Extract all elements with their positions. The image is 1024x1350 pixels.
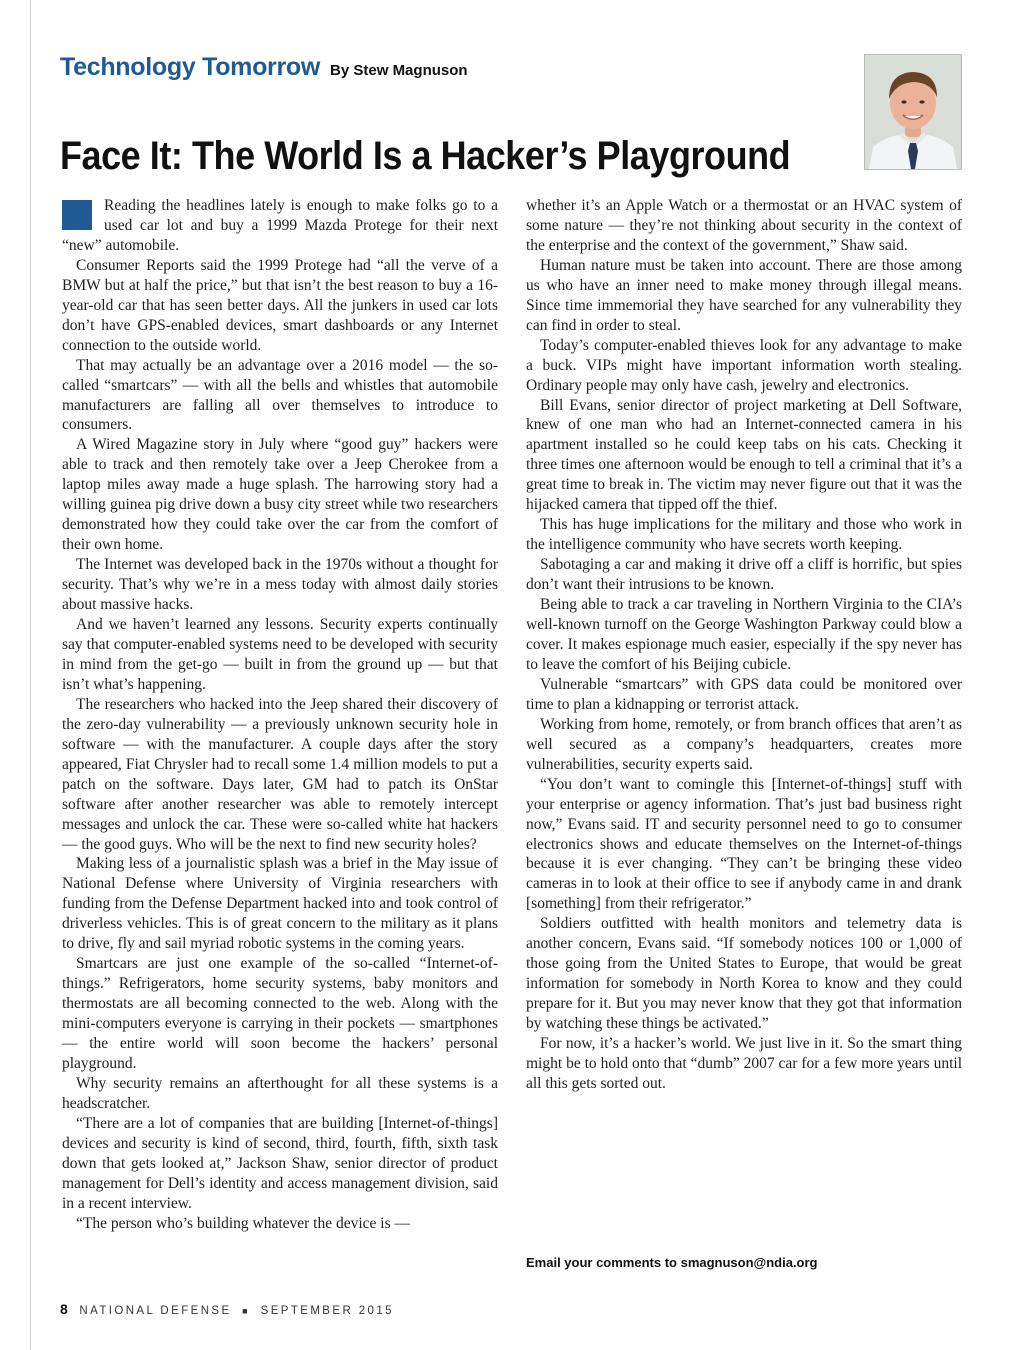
headline: Face It: The World Is a Hacker’s Playground [60,134,791,178]
issue-date: SEPTEMBER 2015 [260,1305,394,1317]
author-photo [864,54,962,170]
email-comments-note: Email your comments to smagnuson@ndia.org [526,1255,818,1270]
drop-cap-box [62,200,92,230]
page-margin-rule [30,0,31,1350]
left-column [62,196,498,1234]
article-paragraph: The researchers who hacked into the Jeep shared their discovery of the zero-day vulnerability — a previously unknown security hole in software — with the manufacturer. A couple days after the story appeared, Fiat Chrysler had to recall some 1.4 million models to put a patch on the software. Days later, GM had to patch its OnStar software after another researcher was able to remotely intercept messages and unlock the car. These were so-called white hat hackers — the good guys. Who will be the next to find new security holes? [62,695,498,853]
article-paragraph: Human nature must be taken into account. There are those among us who have an inner need to make money through illegal means. Since time immemorial they have searched for any vulnerability they can find in order to steal. [526,256,962,334]
article-paragraph: For now, it’s a hacker’s world. We just live in it. So the smart thing might be to hold onto that “dumb” 2007 car for a few more years until all this gets sorted out. [526,1035,962,1092]
publication-name: NATIONAL DEFENSE [79,1305,232,1317]
article-paragraph: This has huge implications for the military and those who work in the intelligence community who have secrets worth keeping. [526,516,962,554]
article-paragraph: Being able to track a car traveling in Northern Virginia to the CIA’s well-known turnoff on the George Washington Parkway could blow a cover. It makes espionage much easier, especially if the spy never has to leave the comfort of his Beijing cubicle. [526,596,962,673]
article-paragraph: Smartcars are just one example of the so-called “Internet-of-things.” Refrigerators, home security systems, baby monitors and thermostats are all becoming connected to the web. Along with the mini-computers everyone is carrying in their pockets — smartphones — the entire world will soon become the hackers’ personal playground. [62,955,498,1072]
page-number: 8 [60,1301,68,1317]
column-header [60,53,468,87]
article-paragraph: And we haven’t learned any lessons. Security experts continually say that computer-enabled systems need to be developed with security in mind from the get-go — built in from the ground up — but that isn’t what’s happening. [62,616,498,693]
article-paragraph: whether it’s an Apple Watch or a thermostat or an HVAC system of some nature — they’re not thinking about security in the context of the enterprise and the context of the government,” Shaw said. [526,197,962,254]
article-paragraph: “You don’t want to comingle this [Internet-of-things] stuff with your enterprise or agency information. That’s just bad business right now,” Evans said. IT and security personnel need to go to consumer electronics shows and educate themselves on the Internet-of-things because it is ever changing. “They can’t be bringing these video cameras in to look at their office to see if anybody came in and drank [something] from their refrigerator.” [526,775,962,913]
article-paragraph: The Internet was developed back in the 1970s without a thought for security. That’s why we’re in a mess today with almost daily stories about massive hacks. [62,556,498,614]
article-paragraph: Bill Evans, senior director of project marketing at Dell Software, knew of one man who had an Internet-connected camera in his apartment installed so he could keep tabs on his cats. Checking it three times one afternoon would be enough to tell a criminal that it’s a great time to break in. The victim may never figure out that it was the hijacked camera that tipped off the thief. [526,396,962,514]
right-column [526,196,962,1094]
footer-separator: ■ [242,1306,251,1316]
article-paragraph: Working from home, remotely, or from branch offices that aren’t as well secured as a company’s headquarters, creates more vulnerabilities, security experts said. [526,715,962,773]
article-paragraph: “There are a lot of companies that are building [Internet-of-things] devices and security is kind of second, third, fourth, fifth, sixth task down that gets looked at,” Jackson Shaw, senior director of product management for Dell’s identity and access management division, said in a recent interview. [62,1114,498,1212]
article-paragraph: Vulnerable “smartcars” with GPS data could be monitored over time to plan a kidnapping or terrorist attack. [526,675,962,713]
byline: By Stew Magnuson [330,62,468,79]
article-paragraph: Consumer Reports said the 1999 Protege had “all the verve of a BMW but at half the price,” but that isn’t the best reason to buy a 16-year-old car that has seen better days. All the junkers in used car lots don’t have GPS-enabled devices, smart dashboards or any Internet connection to the outside world. [62,256,498,354]
article-paragraph: Reading the headlines lately is enough to make folks go to a used car lot and buy a 1999 Mazda Protege for their next “new” automobile. [62,197,498,254]
article-paragraph: “The person who’s building whatever the device is — [76,1214,411,1232]
article-paragraph: Today’s computer-enabled thieves look for any advantage to make a buck. VIPs might have important information worth stealing. Ordinary people may only have cash, jewelry and electronics. [526,336,962,394]
article-paragraph: Why security remains an afterthought for all these systems is a headscratcher. [62,1074,498,1112]
article-paragraph: Making less of a journalistic splash was a brief in the May issue of National Defense where University of Virginia researchers with funding from the Defense Department hacked into and took control of driverless vehicles. This is of great concern to the military as it plans to drive, fly and sail myriad robotic systems in the coming years. [62,855,498,953]
article-paragraph: A Wired Magazine story in July where “good guy” hackers were able to track and then remotely take over a Jeep Cherokee from a laptop miles away made a huge splash. The harrowing story had a willing guinea pig drive down a busy city street while two researchers demonstrated how they could take over the car from the comfort of their own home. [62,436,498,554]
article-paragraph: Soldiers outfitted with health monitors and telemetry data is another concern, Evans said. “If somebody notices 100 or 1,000 of those going from the United States to Europe, that would be great information for somebody in North Korea to know and they could prepare for it. But you may never know that they got that information by watching these things be activated.” [526,915,962,1033]
article-paragraph: That may actually be an advantage over a 2016 model — the so-called “smartcars” — with all the bells and whistles that automobile manufacturers are falling all over themselves to introduce to consumers. [62,356,498,434]
column-name: Technology Tomorrow [60,53,321,81]
author-photo-illustration [865,55,961,169]
page-footer [60,1301,394,1317]
article-paragraph: Sabotaging a car and making it drive off a cliff is horrific, but spies don’t want their intrusions to be known. [526,556,962,594]
